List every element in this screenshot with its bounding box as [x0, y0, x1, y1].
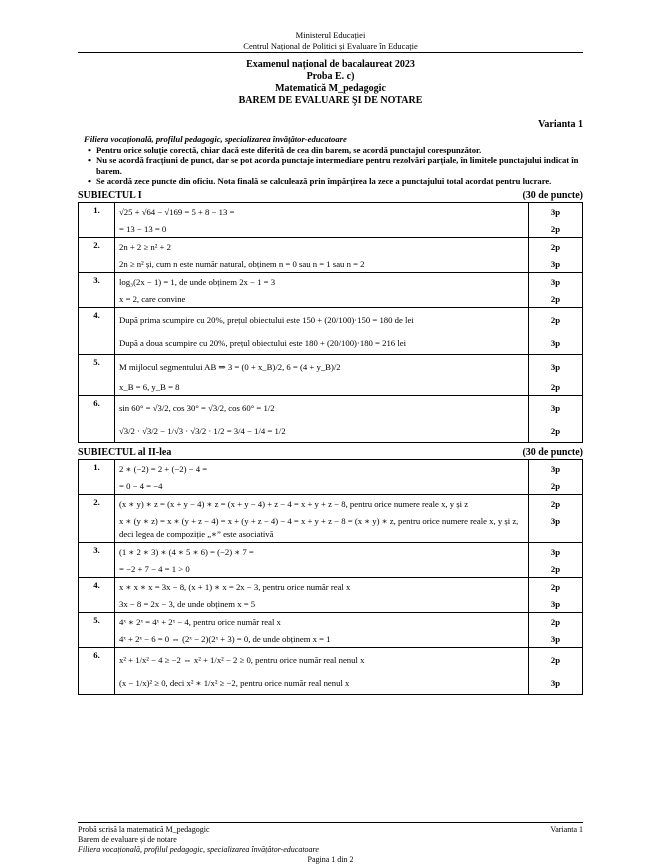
subject2-table: [78, 459, 583, 695]
item-solution: [115, 354, 529, 395]
solution-step: = −2 + 7 − 4 = 1 > 0: [119, 563, 190, 574]
step-points: 2p: [550, 223, 561, 234]
ministry-name: Ministerul Educației: [295, 30, 366, 40]
step-points: 3p: [550, 361, 561, 372]
step-points: 3p: [550, 258, 561, 269]
item-points: [529, 202, 583, 237]
step-points: 2p: [550, 616, 561, 627]
subject1-heading: [78, 190, 583, 202]
item-solution: [115, 494, 529, 542]
solution-step: 2 ∗ (−2) = 2 + (−2) − 4 =: [119, 463, 208, 474]
solution-step: x_B = 6, y_B = 8: [119, 381, 180, 392]
item-row: [79, 612, 583, 647]
item-row: [79, 272, 583, 307]
item-points: [529, 307, 583, 354]
subject2-title: SUBIECTUL al II-lea: [78, 446, 172, 458]
step-points: 2p: [550, 241, 561, 252]
step-points: 3p: [550, 546, 561, 557]
exam-title: Examenul național de bacalaureat 2023: [246, 59, 415, 70]
solution-step: După prima scumpire cu 20%, prețul obiectului este 150 + (20/100)·150 = 180 de lei: [119, 314, 414, 325]
solution-step: log₃(2x − 1) = 1, de unde obținem 2x − 1 = 3: [119, 276, 276, 287]
item-solution: [115, 395, 529, 442]
item-points: [529, 459, 583, 494]
page-footer: [78, 822, 583, 865]
item-row: [79, 395, 583, 442]
subject-title: Matematică M_pedagogic: [275, 83, 386, 94]
solution-step: x = 2, care convine: [119, 293, 186, 304]
subject2-rows: [79, 459, 583, 694]
item-points: [529, 612, 583, 647]
item-number: 6.: [79, 395, 115, 442]
footer-line1: Probă scrisă la matematică M_pedagogic: [78, 825, 210, 834]
item-row: [79, 354, 583, 395]
step-points: 2p: [550, 480, 561, 491]
item-number: 1.: [79, 459, 115, 494]
instruction-bullet: • Pentru orice soluție corectă, chiar dacă este diferită de cea din barem, se acordă punctajul corespunzător.: [78, 145, 583, 156]
variant-label: Varianta 1: [538, 119, 583, 130]
step-points: 3p: [550, 677, 561, 688]
item-number: 3.: [79, 542, 115, 577]
item-solution: [115, 459, 529, 494]
proba-title: Proba E. c): [306, 71, 355, 82]
item-row: [79, 459, 583, 494]
item-points: [529, 354, 583, 395]
item-solution: [115, 612, 529, 647]
footer-page-number: Pagina 1 din 2: [307, 855, 354, 864]
solution-step: = 13 − 13 = 0: [119, 223, 167, 234]
solution-step: (x ∗ y) ∗ z = (x + y − 4) ∗ z = (x + y − 4) + z − 4 = x + y + z − 8, pentru orice numere reale x, y și z: [119, 498, 469, 509]
item-number: 2.: [79, 494, 115, 542]
solution-step: M mijlocul segmentului AB ⇒ 3 = (0 + x_B)/2, 6 = (4 + y_B)/2: [119, 361, 341, 372]
item-solution: [115, 647, 529, 694]
solution-step: 3x − 8 = 2x − 3, de unde obținem x = 5: [119, 598, 256, 609]
solution-step: √3/2 · √3/2 − 1/√3 · √3/2 · 1/2 = 3/4 − 1/4 = 1/2: [119, 425, 286, 436]
item-number: 4.: [79, 307, 115, 354]
step-points: 3p: [550, 463, 561, 474]
step-points: 2p: [550, 498, 561, 509]
step-points: 3p: [550, 633, 561, 644]
step-points: 2p: [550, 425, 561, 436]
subject1-table: [78, 202, 583, 443]
instruction-bullet: • Nu se acordă fracțiuni de punct, dar se pot acorda punctaje intermediare pentru rezolvări parțiale, în limitele punctajului indicat în barem.: [78, 155, 583, 176]
item-row: [79, 577, 583, 612]
step-points: 2p: [550, 581, 561, 592]
step-points: 3p: [550, 337, 561, 348]
footer-line2: Barem de evaluare și de notare: [78, 835, 177, 844]
step-points: 3p: [550, 402, 561, 413]
step-points: 2p: [550, 314, 561, 325]
item-number: 4.: [79, 577, 115, 612]
step-points: 3p: [550, 515, 561, 526]
item-solution: [115, 272, 529, 307]
item-points: [529, 647, 583, 694]
item-row: [79, 307, 583, 354]
subject2-heading: [78, 447, 583, 459]
item-points: [529, 237, 583, 272]
solution-step: (x − 1/x)² ≥ 0, deci x² ∗ 1/x² ≥ −2, pentru orice număr real nenul x: [119, 677, 350, 688]
item-row: [79, 237, 583, 272]
footer-variant: Varianta 1: [550, 825, 583, 834]
step-points: 2p: [550, 563, 561, 574]
item-solution: [115, 307, 529, 354]
item-solution: [115, 577, 529, 612]
step-points: 3p: [550, 598, 561, 609]
item-number: 2.: [79, 237, 115, 272]
subject1-points: (30 de puncte): [522, 189, 583, 201]
footer-line3: Filiera vocațională, profilul pedagogic, specializarea învățător-educatoare: [78, 845, 319, 854]
step-points: 3p: [550, 276, 561, 287]
barem-page: [78, 0, 583, 695]
item-row: [79, 494, 583, 542]
item-solution: [115, 237, 529, 272]
item-solution: [115, 542, 529, 577]
item-row: [79, 647, 583, 694]
solution-step: √25 + √64 − √169 = 5 + 8 − 13 =: [119, 206, 235, 217]
barem-title: BAREM DE EVALUARE ŞI DE NOTARE: [238, 95, 423, 106]
item-number: 1.: [79, 202, 115, 237]
instruction-bullet: • Se acordă zece puncte din oficiu. Nota finală se calculează prin împărțirea la zece a punctajului total acordat pentru lucrare.: [78, 176, 583, 187]
solution-step: 4ˣ + 2ˣ − 6 = 0 ⇔ (2ˣ − 2)(2ˣ + 3) = 0, de unde obținem x = 1: [119, 633, 331, 644]
item-points: [529, 395, 583, 442]
intro-block: [78, 134, 583, 187]
solution-step: x² + 1/x² − 4 ≥ −2 ⇔ x² + 1/x² − 2 ≥ 0, pentru orice număr real nenul x: [119, 654, 365, 665]
item-points: [529, 542, 583, 577]
center-name: Centrul Național de Politici și Evaluare în Educație: [78, 41, 583, 54]
solution-step: 2n + 2 ≥ n² + 2: [119, 241, 171, 252]
solution-step: = 0 − 4 = −4: [119, 480, 163, 491]
item-number: 5.: [79, 354, 115, 395]
item-points: [529, 494, 583, 542]
step-points: 2p: [550, 654, 561, 665]
solution-step: x ∗ (y ∗ z) = x ∗ (y + z − 4) = x + (y + z − 4) − 4 = x + y + z − 8 = (x ∗ y) ∗ z, pentru orice numere reale x, y și z, deci legea de compoziție „∗” este asociativă: [119, 515, 519, 539]
filiera-line: Filiera vocațională, profilul pedagogic, specializarea învățător-educatoare: [84, 134, 347, 144]
item-number: 5.: [79, 612, 115, 647]
solution-step: 2n ≥ n² și, cum n este număr natural, obținem n = 0 sau n = 1 sau n = 2: [119, 258, 365, 269]
solution-step: (1 ∗ 2 ∗ 3) ∗ (4 ∗ 5 ∗ 6) = (−2) ∗ 7 =: [119, 546, 254, 557]
subject1-rows: [79, 202, 583, 442]
item-solution: [115, 202, 529, 237]
subject1-title: SUBIECTUL I: [78, 189, 142, 201]
step-points: 2p: [550, 293, 561, 304]
solution-step: 4ˣ ∗ 2ˣ = 4ˣ + 2ˣ − 4, pentru orice număr real x: [119, 616, 281, 627]
item-number: 6.: [79, 647, 115, 694]
step-points: 3p: [550, 206, 561, 217]
item-row: [79, 202, 583, 237]
institution-header: [78, 30, 583, 53]
item-row: [79, 542, 583, 577]
step-points: 2p: [550, 381, 561, 392]
subject2-points: (30 de puncte): [522, 446, 583, 458]
item-points: [529, 577, 583, 612]
solution-step: x ∗ x ∗ x = 3x − 8, (x + 1) ∗ x = 2x − 3, pentru orice număr real x: [119, 581, 351, 592]
item-points: [529, 272, 583, 307]
exam-title-block: [78, 59, 583, 107]
item-number: 3.: [79, 272, 115, 307]
solution-step: După a doua scumpire cu 20%, prețul obiectului este 180 + (20/100)·180 = 216 lei: [119, 337, 407, 348]
solution-step: sin 60° = √3/2, cos 30° = √3/2, cos 60° = 1/2: [119, 402, 275, 413]
